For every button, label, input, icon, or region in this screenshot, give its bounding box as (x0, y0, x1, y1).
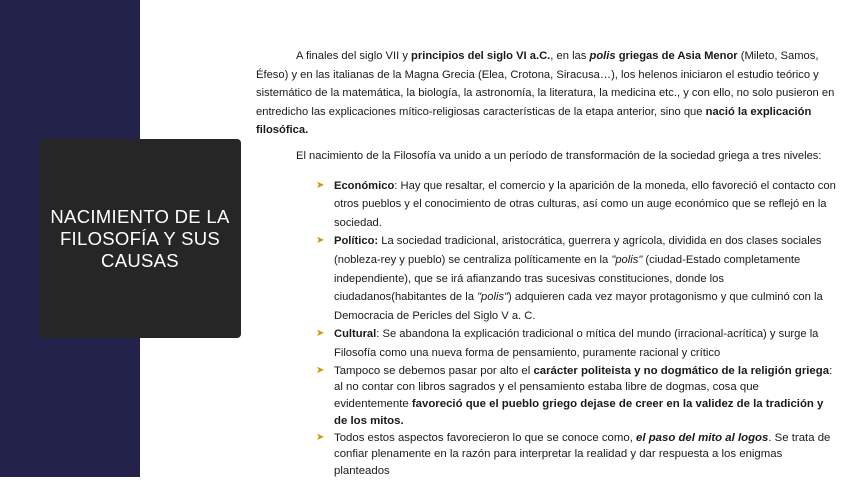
item-text: La sociedad tradicional, aristocrática, guerrera y agrícola, dividida en dos clases sociales (nobleza-rey y pueblo) se centraliza políticamente en la (334, 235, 822, 266)
lead-paragraph: El nacimiento de la Filosofía va unido a un período de transformación de la sociedad griega a tres niveles: (296, 149, 822, 162)
intro-bold: griegas de Asia Menor (615, 50, 738, 62)
item-bold-italic: el paso del mito al logos (636, 431, 769, 444)
item-text: Todos estos aspectos favorecieron lo que se conoce como, (334, 431, 637, 444)
arrowhead-bullet-icon: ➤ (316, 235, 325, 247)
list-item-politico (316, 232, 836, 325)
arrowhead-bullet-icon: ➤ (316, 179, 325, 191)
intro-paragraph (256, 47, 836, 140)
item-text: : Se abandona la explicación tradicional o mítica del mundo (irracional-acrítica) y surge la Filosofía como una nueva forma de pensamiento, puramente racional y crítico (334, 328, 819, 359)
intro-bold: nació la explicación filosófica. (256, 105, 812, 137)
item-text: . Se trata de confiar plenamente en la razón para interpretar la realidad y dar respuesta a los enigmas planteados (334, 431, 831, 478)
arrowhead-bullet-icon: ➤ (316, 364, 325, 376)
item-bold: carácter politeista y no dogmático de la religión griega (533, 364, 830, 377)
intro-bold-italic: polis (589, 50, 616, 62)
list-item-economico (316, 177, 836, 233)
item-text: (ciudad-Estado completamente independiente), que se irá afianzando tras sucesivas constituciones, donde los ciudadanos(habitantes de la (334, 253, 801, 304)
intro-text: (Mileto, Samos, Éfeso) y en las italianas de la Magna Grecia (Elea, Crotona, Siracusa…), los helenos iniciaron el estudio teórico y sistemático de la matemática, la biología, la astronomía, la literatura, la medicina etc., y con ello, no solo pusieron en entredicho las explicaciones mítico-religiosas características de la etapa anterior, sino que (256, 50, 835, 118)
list-item-logos (316, 430, 836, 480)
intro-bold: principios del siglo VI a.C. (411, 50, 551, 62)
item-heading: Político: (334, 235, 379, 248)
intro-text: , en las (550, 50, 590, 62)
cause-list (316, 177, 836, 480)
item-italic: "polis" (611, 253, 643, 266)
document-image (256, 47, 836, 480)
title-box (39, 139, 241, 338)
item-bold: favoreció que el pueblo griego dejase de creer en la validez de la tradición y de los mitos. (334, 398, 824, 427)
item-text: ) adquieren cada vez mayor protagonismo y que culminó con la Democracia de Pericles del Siglo V a. C. (334, 291, 823, 322)
intro-text: A finales del siglo VII y (296, 50, 412, 62)
arrowhead-bullet-icon: ➤ (316, 431, 325, 443)
item-heading: Cultural (334, 328, 377, 341)
item-text: : Hay que resaltar, el comercio y la aparición de la moneda, ello favoreció el contacto con otros pueblos y el conocimiento de otras culturas, así como un auge económico que se reflejó en la sociedad. (334, 179, 836, 229)
arrowhead-bullet-icon: ➤ (316, 328, 325, 340)
slide-title: NACIMIENTO DE LA FILOSOFÍA Y SUS CAUSAS (50, 205, 230, 271)
list-item-religion (316, 363, 836, 430)
item-text: Tampoco se debemos pasar por alto el (334, 364, 534, 377)
item-text: : al no contar con libros sagrados y el pensamiento estaba libre de dogmas, cosa que evidentemente (334, 364, 833, 411)
item-heading: Económico (334, 179, 395, 192)
list-item-cultural (316, 325, 836, 362)
item-italic: "polis" (477, 291, 509, 304)
